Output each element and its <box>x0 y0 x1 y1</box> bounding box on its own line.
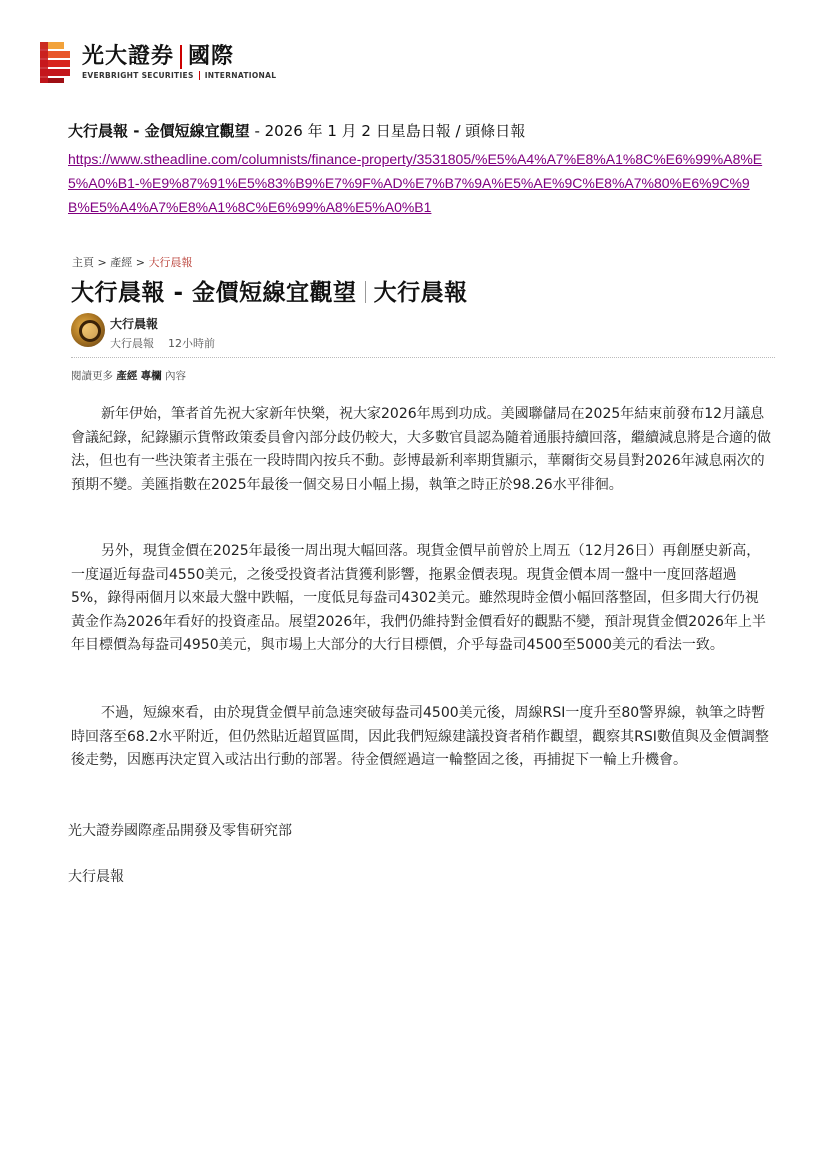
logo-chinese-name: 光大證券 國際 <box>82 43 235 69</box>
column-signature: 大行晨報 <box>68 869 124 885</box>
author-column: 大行晨報 <box>110 337 154 350</box>
publish-time: 12小時前 <box>168 337 215 350</box>
logo-english-name: EVERBRIGHT SECURITIES INTERNATIONAL <box>82 70 277 80</box>
article-reference-title <box>68 121 525 141</box>
article-reference-headline: 大行晨報 - 金價短線宜觀望 <box>68 122 250 140</box>
tag-finance[interactable]: 產經 <box>116 370 138 382</box>
breadcrumb: 主頁 > 產經 > 大行晨報 <box>72 256 193 269</box>
breadcrumb-home[interactable]: 主頁 <box>72 256 94 269</box>
page-title: 大行晨報 - 金價短線宜觀望 大行晨報 <box>71 280 468 306</box>
breadcrumb-section[interactable]: 產經 <box>110 256 133 269</box>
article-paragraph-2: 另外，現貨金價在2025年最後一周出現大幅回落。現貨金價早前曾於上周五（12月26日）再創歷史新高，一度逼近每盎司4550美元，之後受投資者沽貨獲利影響，拖累金價表現。現貨金價本周一盤中一度回落超過5%，錄得兩個月以來最大盤中跌幅，一度低見每盎司4302美元。雖然現時金價小幅回落整固，但多間大行仍視黃金作為2026年看好的投資產品。展望2026年，我們仍維持對金價看好的觀點不變，預計現貨金價2026年上半年目標價為每盎司4950美元，與市場上大部分的大行目標價，介乎每盎司4500至5000美元的看法一致。 <box>71 543 766 653</box>
divider <box>71 357 775 358</box>
tag-column[interactable]: 專欄 <box>140 370 162 382</box>
department-signature: 光大證券國際產品開發及零售研究部 <box>68 823 292 839</box>
author-avatar[interactable] <box>71 313 105 347</box>
company-logo <box>38 40 276 84</box>
article-paragraph-3: 不過，短線來看，由於現貨金價早前急速突破每盎司4500美元後，周線RSI一度升至80警界線，執筆之時暫時回落至68.2水平附近，但仍然貼近超買區間，因此我們短線建議投資者稍作觀望，觀察其RSI數值與及金價調整後走勢，因應再決定買入或沽出行動的部署。待金價經過這一輪整固之後，再捕捉下一輪上升機會。 <box>71 705 769 768</box>
read-more-line: 閱讀更多 產經 專欄 內容 <box>71 370 187 382</box>
article-url-link[interactable]: https://www.stheadline.com/columnists/finance-property/3531805/%E5%A4%A7%E8%A1%8C%E6%99%A8%E5%A0%B1-%E9%87%91%E5%83%B9%E7%9F%AD%E7%B7%9A%E5%AE%9C%E8%A7%80%E6%9C%9B%E5%A4%A7%E8%A1%8C%E6%99%A8%E5%A0%B1 <box>68 151 763 215</box>
breadcrumb-current[interactable]: 大行晨報 <box>148 256 193 269</box>
everbright-logo-icon <box>38 40 72 84</box>
author-name[interactable]: 大行晨報 <box>110 317 159 331</box>
article-reference-source: - 2026 年 1 月 2 日星島日報 / 頭條日報 <box>249 122 526 140</box>
author-meta <box>110 335 215 351</box>
article-paragraph-1: 新年伊始，筆者首先祝大家新年快樂，祝大家2026年馬到功成。美國聯儲局在2025年結束前發布12月議息會議紀錄，紀錄顯示貨幣政策委員會內部分歧仍較大，大多數官員認為隨着通脹持續回落，繼續減息將是合適的做法，但也有一些決策者主張在一段時間內按兵不動。彭博最新利率期貨顯示，華爾街交易員對2026年減息兩次的預期不變。美匯指數在2025年最後一個交易日小幅上揚，執筆之時正於98.26水平徘徊。 <box>71 406 771 493</box>
